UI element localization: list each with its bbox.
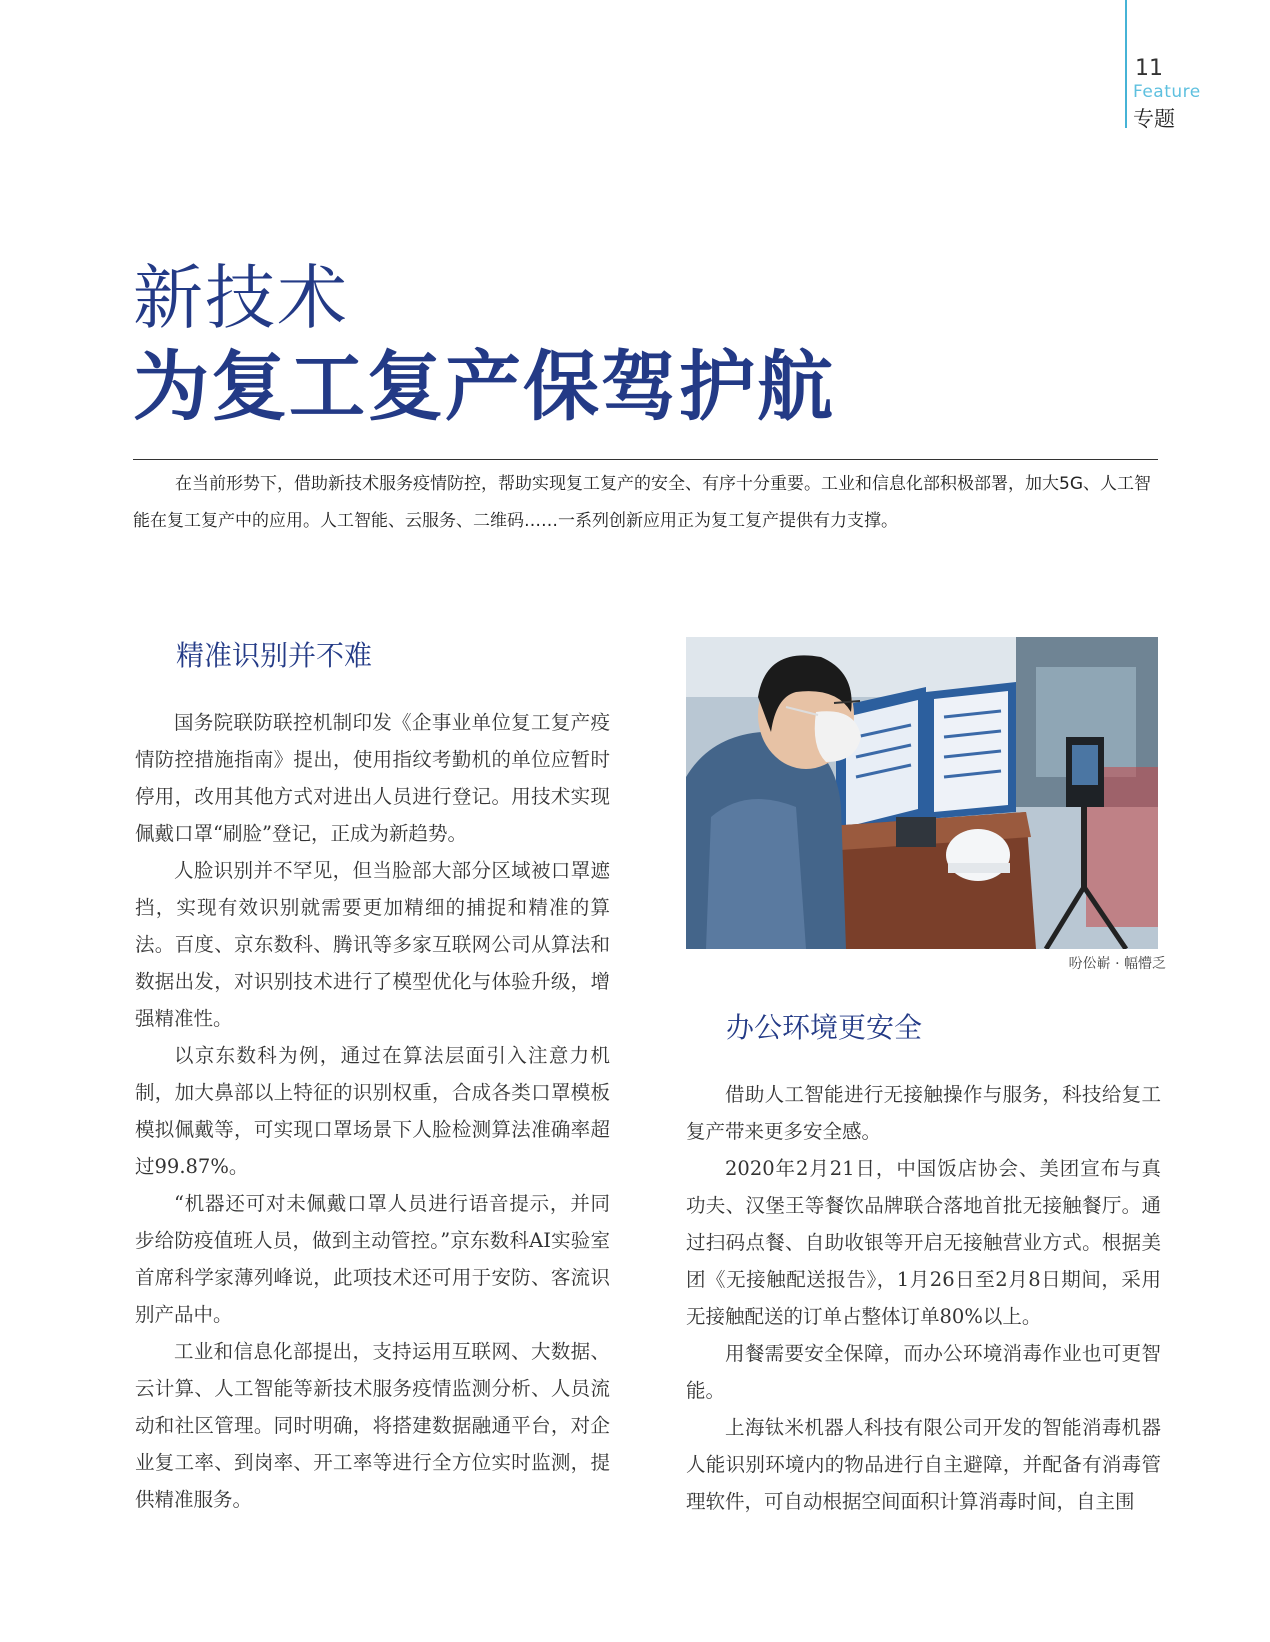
body-paragraph: 2020年2月21日，中国饭店协会、美团宣布与真功夫、汉堡王等餐饮品牌联合落地首批无接触餐厅。通过扫码点餐、自助收银等开启无接触营业方式。根据美团《无接触配送报告》，1月26日至2月8日期间，采用无接触配送的订单占整体订单80%以上。 bbox=[686, 1157, 1161, 1328]
body-paragraph: 人脸识别并不罕见，但当脸部大部分区域被口罩遮挡，实现有效识别就需要更加精细的捕捉和精准的算法。百度、京东数科、腾讯等多家互联网公司从算法和数据出发，对识别技术进行了模型优化与体验升级，增强精准性。 bbox=[135, 859, 610, 1030]
right-column bbox=[686, 1076, 1161, 1520]
section-label-cn: 专题 bbox=[1133, 107, 1175, 131]
article-title-line2: 为复工复产保驾护航 bbox=[133, 342, 835, 431]
body-paragraph: 用餐需要安全保障，而办公环境消毒作业也可更智能。 bbox=[686, 1342, 1161, 1402]
section-heading-office: 办公环境更安全 bbox=[726, 1011, 923, 1044]
article-photo bbox=[686, 637, 1158, 949]
body-paragraph: 以京东数科为例，通过在算法层面引入注意力机制，加大鼻部以上特征的识别权重，合成各类口罩模板模拟佩戴等，可实现口罩场景下人脸检测算法准确率超过99.87%。 bbox=[135, 1044, 610, 1178]
body-paragraph: 上海钛米机器人科技有限公司开发的智能消毒机器人能识别环境内的物品进行自主避障，并配备有消毒管理软件，可自动根据空间面积计算消毒时间，自主围 bbox=[686, 1416, 1161, 1513]
page-number: 11 bbox=[1135, 56, 1163, 81]
section-heading-recognition: 精准识别并不难 bbox=[176, 639, 373, 672]
body-paragraph: 借助人工智能进行无接触操作与服务，科技给复工复产带来更多安全感。 bbox=[686, 1083, 1161, 1143]
section-label-en: Feature bbox=[1133, 82, 1201, 102]
article-title-line1: 新技术 bbox=[133, 257, 349, 339]
body-paragraph: “机器还可对未佩戴口罩人员进行语音提示，并同步给防疫值班人员，做到主动管控。”京东数科AI实验室首席科学家薄列峰说，此项技术还可用于安防、客流识别产品中。 bbox=[135, 1192, 610, 1326]
left-column bbox=[135, 704, 610, 1518]
lead-divider bbox=[133, 459, 1158, 460]
body-paragraph: 工业和信息化部提出，支持运用互联网、大数据、云计算、人工智能等新技术服务疫情监测分析、人员流动和社区管理。同时明确，将搭建数据融通平台，对企业复工率、到岗率、开工率等进行全方位实时监测，提供精准服务。 bbox=[135, 1340, 610, 1511]
lead-paragraph: 在当前形势下，借助新技术服务疫情防控，帮助实现复工复产的安全、有序十分重要。工业和信息化部积极部署，加大5G、人工智能在复工复产中的应用。人工智能、云服务、二维码……一系列创新应用正为复工复产提供有力支撑。 bbox=[133, 474, 1151, 531]
body-paragraph: 国务院联防联控机制印发《企事业单位复工复产疫情防控措施指南》提出，使用指纹考勤机的单位应暂时停用，改用其他方式对进出人员进行登记。用技术实现佩戴口罩“刷脸”登记，正成为新趋势。 bbox=[135, 711, 610, 845]
header-divider bbox=[1125, 0, 1127, 128]
photo-caption: 吩伀嶄 · 幅懵乏 bbox=[1068, 956, 1166, 972]
